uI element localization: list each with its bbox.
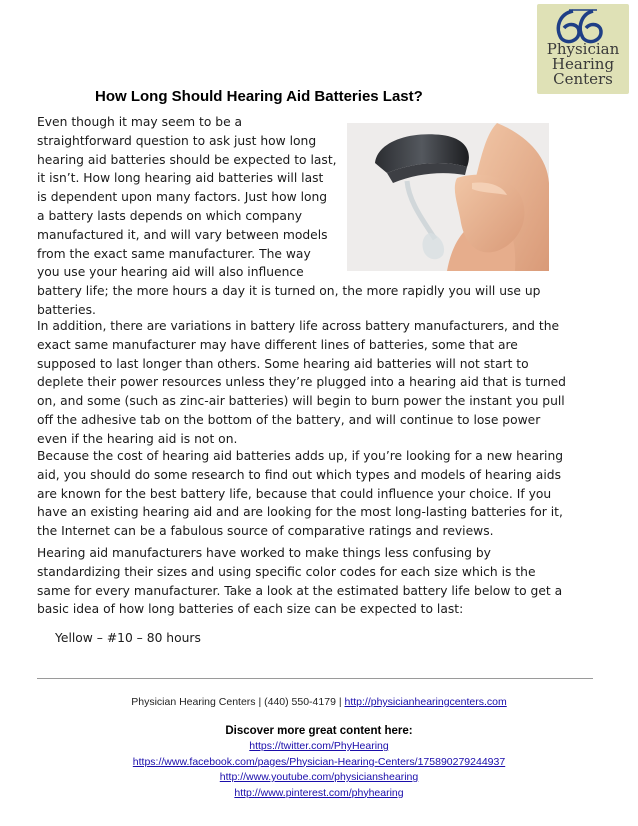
text-line: same for every manufacturer. Take a look at the estimated battery life below to get a bbox=[37, 583, 563, 598]
article-title: How Long Should Hearing Aid Batteries Last? bbox=[95, 88, 423, 105]
company-logo bbox=[537, 4, 629, 94]
text-line: are known for the best battery life, because that could influence your choice. If you bbox=[37, 486, 552, 501]
article-paragraph-4 bbox=[37, 544, 562, 619]
twitter-link[interactable]: https://twitter.com/PhyHearing bbox=[249, 740, 389, 752]
text-line: have an existing hearing aid and are looking for the most long-lasting batteries for it, bbox=[37, 505, 563, 520]
battery-life-list-item: Yellow – #10 – 80 hours bbox=[55, 631, 201, 645]
text-line: it isn’t. How long hearing aid batteries will last bbox=[37, 171, 324, 186]
text-line: on, and some (such as zinc-air batteries) will begin to burn power the instant you pull bbox=[37, 394, 565, 409]
text-line: deplete their power resources unless they’re plugged into a hearing aid that is turned bbox=[37, 375, 566, 390]
text-line: exact same manufacturer may have different lines of batteries, some that are bbox=[37, 337, 518, 352]
footer-company-text: Physician Hearing Centers | (440) 550-4179 | bbox=[131, 696, 345, 708]
text-line: a battery lasts depends on which company bbox=[37, 208, 303, 223]
text-line: the Internet can be a fabulous source of comparative ratings and reviews. bbox=[37, 524, 494, 539]
logo-mark-icon bbox=[551, 8, 615, 44]
logo-line-3: Centers bbox=[553, 70, 613, 88]
text-line: supposed to last longer than others. Some hearing aid batteries will not start to bbox=[37, 356, 529, 371]
text-line: is dependent upon many factors. Just how long bbox=[37, 190, 328, 205]
footer-company-line bbox=[0, 696, 638, 708]
article-paragraph-2 bbox=[37, 317, 566, 449]
footer-divider bbox=[37, 678, 593, 679]
logo-line-1: Physician bbox=[546, 40, 620, 58]
text-line: battery life; the more hours a day it is turned on, the more rapidly you will use up bbox=[37, 284, 541, 299]
text-line: Because the cost of hearing aid batteries adds up, if you’re looking for a new hearing bbox=[37, 449, 564, 463]
youtube-link[interactable]: http://www.youtube.com/physicianshearing bbox=[219, 771, 419, 783]
text-line: Hearing aid manufacturers have worked to make things less confusing by bbox=[37, 546, 491, 560]
footer-social-links bbox=[0, 739, 638, 801]
article-paragraph-1 bbox=[37, 113, 540, 320]
company-website-link[interactable]: http://physicianhearingcenters.com bbox=[344, 696, 507, 708]
text-line: even if the hearing aid is not on. bbox=[37, 431, 238, 446]
text-line: straightforward question to ask just how long bbox=[37, 133, 317, 148]
text-line: you use your hearing aid will also influence bbox=[37, 265, 304, 280]
facebook-link[interactable]: https://www.facebook.com/pages/Physician-Hearing-Centers/175890279244937 bbox=[132, 755, 506, 768]
footer-heading: Discover more great content here: bbox=[225, 725, 413, 737]
text-line: hearing aid batteries should be expected to last, bbox=[37, 152, 337, 167]
text-line: aid, you should do some research to find out which types and models of hearing aids bbox=[37, 467, 561, 482]
text-line: batteries. bbox=[37, 302, 96, 317]
article-paragraph-3 bbox=[37, 447, 563, 541]
text-line: from the exact same manufacturer. The way bbox=[37, 246, 311, 261]
text-line: standardizing their sizes and using specific color codes for each size which is the bbox=[37, 564, 536, 579]
logo-line-2: Hearing bbox=[551, 55, 615, 73]
text-line: basic idea of how long batteries of each size can be expected to last: bbox=[37, 602, 464, 617]
pinterest-link[interactable]: http://www.pinterest.com/phyhearing bbox=[234, 786, 404, 799]
text-line: Even though it may seem to be a bbox=[37, 115, 243, 129]
text-line: manufactured it, and will vary between models bbox=[37, 227, 328, 242]
text-line: In addition, there are variations in battery life across battery manufacturers, and the bbox=[37, 319, 560, 333]
text-line: off the adhesive tab on the bottom of the battery, and will continue to lose power bbox=[37, 412, 541, 427]
